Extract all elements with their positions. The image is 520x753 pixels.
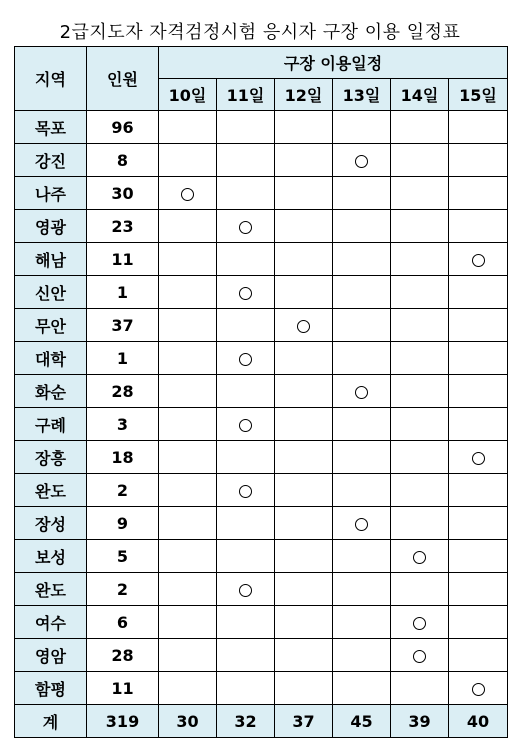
schedule-cell: [391, 375, 449, 408]
region-cell: 장흥: [15, 441, 87, 474]
total-label: 계: [15, 705, 87, 738]
people-count-cell: 30: [87, 177, 159, 210]
schedule-cell: [391, 309, 449, 342]
schedule-cell: [449, 507, 508, 540]
table-row: [15, 177, 508, 210]
header-day: 14일: [391, 79, 449, 111]
schedule-cell: [333, 177, 391, 210]
schedule-cell: [333, 540, 391, 573]
circle-mark-icon: [472, 683, 485, 696]
people-count-cell: 11: [87, 243, 159, 276]
region-cell: 목포: [15, 111, 87, 144]
schedule-cell: [449, 573, 508, 606]
schedule-cell: [449, 408, 508, 441]
circle-mark-icon: [297, 320, 310, 333]
people-count-cell: 9: [87, 507, 159, 540]
schedule-cell: [275, 309, 333, 342]
schedule-cell: [275, 375, 333, 408]
schedule-cell: [217, 606, 275, 639]
schedule-cell: [275, 177, 333, 210]
table-row: [15, 342, 508, 375]
schedule-cell: [449, 342, 508, 375]
region-cell: 보성: [15, 540, 87, 573]
schedule-cell: [391, 573, 449, 606]
schedule-cell: [275, 342, 333, 375]
schedule-cell: [159, 606, 217, 639]
people-count-cell: 1: [87, 342, 159, 375]
header-day: 15일: [449, 79, 508, 111]
header-day: 10일: [159, 79, 217, 111]
schedule-cell: [275, 639, 333, 672]
people-count-cell: 5: [87, 540, 159, 573]
people-count-cell: 2: [87, 474, 159, 507]
schedule-cell: [449, 441, 508, 474]
schedule-cell: [159, 573, 217, 606]
schedule-cell: [159, 111, 217, 144]
schedule-cell: [217, 210, 275, 243]
schedule-cell: [217, 672, 275, 705]
schedule-cell: [217, 540, 275, 573]
schedule-cell: [391, 441, 449, 474]
circle-mark-icon: [472, 452, 485, 465]
schedule-cell: [333, 507, 391, 540]
schedule-cell: [275, 573, 333, 606]
circle-mark-icon: [239, 221, 252, 234]
schedule-cell: [391, 474, 449, 507]
schedule-cell: [449, 606, 508, 639]
people-count-cell: 28: [87, 639, 159, 672]
schedule-cell: [275, 672, 333, 705]
schedule-cell: [159, 639, 217, 672]
schedule-cell: [217, 111, 275, 144]
circle-mark-icon: [413, 617, 426, 630]
schedule-cell: [449, 177, 508, 210]
schedule-cell: [449, 210, 508, 243]
people-count-cell: 96: [87, 111, 159, 144]
schedule-cell: [333, 111, 391, 144]
schedule-cell: [333, 342, 391, 375]
region-cell: 구례: [15, 408, 87, 441]
table-row: [15, 507, 508, 540]
table-row: [15, 408, 508, 441]
schedule-cell: [217, 639, 275, 672]
schedule-cell: [333, 606, 391, 639]
people-count-cell: 11: [87, 672, 159, 705]
schedule-cell: [391, 342, 449, 375]
schedule-cell: [333, 441, 391, 474]
schedule-cell: [217, 474, 275, 507]
schedule-cell: [449, 309, 508, 342]
schedule-cell: [391, 210, 449, 243]
region-cell: 강진: [15, 144, 87, 177]
schedule-cell: [333, 243, 391, 276]
total-day-count: 32: [217, 705, 275, 738]
region-cell: 화순: [15, 375, 87, 408]
circle-mark-icon: [239, 353, 252, 366]
people-count-cell: 23: [87, 210, 159, 243]
circle-mark-icon: [181, 188, 194, 201]
schedule-cell: [333, 573, 391, 606]
schedule-cell: [391, 639, 449, 672]
schedule-cell: [275, 474, 333, 507]
schedule-cell: [159, 672, 217, 705]
schedule-cell: [333, 672, 391, 705]
schedule-cell: [391, 276, 449, 309]
people-count-cell: 3: [87, 408, 159, 441]
total-day-count: 30: [159, 705, 217, 738]
region-cell: 무안: [15, 309, 87, 342]
people-count-cell: 28: [87, 375, 159, 408]
schedule-cell: [391, 144, 449, 177]
schedule-cell: [159, 144, 217, 177]
people-count-cell: 37: [87, 309, 159, 342]
table-row: [15, 111, 508, 144]
region-cell: 나주: [15, 177, 87, 210]
header-day: 13일: [333, 79, 391, 111]
schedule-cell: [449, 375, 508, 408]
region-cell: 영암: [15, 639, 87, 672]
circle-mark-icon: [355, 518, 368, 531]
schedule-cell: [159, 408, 217, 441]
schedule-cell: [217, 276, 275, 309]
total-day-count: 45: [333, 705, 391, 738]
table-row: [15, 474, 508, 507]
table-row: [15, 243, 508, 276]
schedule-cell: [333, 375, 391, 408]
region-cell: 대학: [15, 342, 87, 375]
table-row: [15, 144, 508, 177]
region-cell: 신안: [15, 276, 87, 309]
schedule-cell: [275, 243, 333, 276]
schedule-cell: [217, 342, 275, 375]
schedule-cell: [391, 243, 449, 276]
circle-mark-icon: [239, 287, 252, 300]
schedule-cell: [217, 408, 275, 441]
region-cell: 영광: [15, 210, 87, 243]
header-region: 지역: [15, 47, 87, 111]
schedule-cell: [333, 408, 391, 441]
schedule-cell: [391, 540, 449, 573]
schedule-cell: [159, 276, 217, 309]
header-schedule: 구장 이용일정: [159, 47, 508, 79]
schedule-cell: [275, 540, 333, 573]
schedule-cell: [449, 276, 508, 309]
circle-mark-icon: [239, 584, 252, 597]
schedule-cell: [275, 408, 333, 441]
people-count-cell: 8: [87, 144, 159, 177]
circle-mark-icon: [239, 419, 252, 432]
circle-mark-icon: [413, 551, 426, 564]
schedule-cell: [217, 144, 275, 177]
schedule-cell: [275, 606, 333, 639]
header-day: 11일: [217, 79, 275, 111]
schedule-table: [14, 46, 508, 738]
page-title: 2급지도자 자격검정시험 응시자 구장 이용 일정표: [59, 22, 461, 43]
circle-mark-icon: [355, 155, 368, 168]
schedule-cell: [391, 177, 449, 210]
schedule-cell: [159, 474, 217, 507]
region-cell: 여수: [15, 606, 87, 639]
total-day-count: 37: [275, 705, 333, 738]
schedule-cell: [217, 441, 275, 474]
schedule-cell: [217, 243, 275, 276]
region-cell: 함평: [15, 672, 87, 705]
table-row: [15, 309, 508, 342]
people-count-cell: 2: [87, 573, 159, 606]
region-cell: 완도: [15, 573, 87, 606]
circle-mark-icon: [413, 650, 426, 663]
schedule-cell: [449, 639, 508, 672]
schedule-cell: [333, 276, 391, 309]
schedule-cell: [275, 210, 333, 243]
circle-mark-icon: [239, 485, 252, 498]
schedule-cell: [159, 177, 217, 210]
schedule-cell: [333, 210, 391, 243]
schedule-cell: [449, 144, 508, 177]
circle-mark-icon: [355, 386, 368, 399]
schedule-cell: [217, 573, 275, 606]
schedule-cell: [275, 276, 333, 309]
schedule-cell: [217, 309, 275, 342]
schedule-cell: [391, 672, 449, 705]
people-count-cell: 1: [87, 276, 159, 309]
table-row: [15, 276, 508, 309]
schedule-cell: [449, 474, 508, 507]
schedule-cell: [449, 672, 508, 705]
schedule-cell: [217, 375, 275, 408]
table-row: [15, 540, 508, 573]
schedule-cell: [275, 144, 333, 177]
table-row: [15, 375, 508, 408]
schedule-cell: [275, 507, 333, 540]
schedule-cell: [159, 375, 217, 408]
table-row: [15, 639, 508, 672]
schedule-cell: [391, 408, 449, 441]
schedule-cell: [159, 210, 217, 243]
region-cell: 해남: [15, 243, 87, 276]
people-count-cell: 18: [87, 441, 159, 474]
schedule-cell: [449, 243, 508, 276]
total-row: [15, 705, 508, 738]
schedule-cell: [159, 309, 217, 342]
region-cell: 완도: [15, 474, 87, 507]
circle-mark-icon: [472, 254, 485, 267]
table-row: [15, 672, 508, 705]
schedule-cell: [159, 342, 217, 375]
schedule-cell: [159, 441, 217, 474]
table-row: [15, 210, 508, 243]
schedule-cell: [159, 243, 217, 276]
table-row: [15, 441, 508, 474]
schedule-cell: [159, 507, 217, 540]
table-row: [15, 573, 508, 606]
schedule-cell: [449, 540, 508, 573]
total-day-count: 40: [449, 705, 508, 738]
schedule-cell: [391, 606, 449, 639]
total-day-count: 39: [391, 705, 449, 738]
schedule-cell: [333, 144, 391, 177]
header-people: 인원: [87, 47, 159, 111]
people-count-cell: 6: [87, 606, 159, 639]
schedule-cell: [333, 309, 391, 342]
table-body: [15, 111, 508, 705]
schedule-cell: [159, 540, 217, 573]
schedule-cell: [391, 111, 449, 144]
schedule-cell: [217, 177, 275, 210]
header-day: 12일: [275, 79, 333, 111]
schedule-cell: [275, 111, 333, 144]
schedule-cell: [449, 111, 508, 144]
schedule-cell: [275, 441, 333, 474]
schedule-cell: [333, 639, 391, 672]
total-count: 319: [87, 705, 159, 738]
schedule-cell: [391, 507, 449, 540]
region-cell: 장성: [15, 507, 87, 540]
table-row: [15, 606, 508, 639]
schedule-cell: [217, 507, 275, 540]
schedule-cell: [333, 474, 391, 507]
